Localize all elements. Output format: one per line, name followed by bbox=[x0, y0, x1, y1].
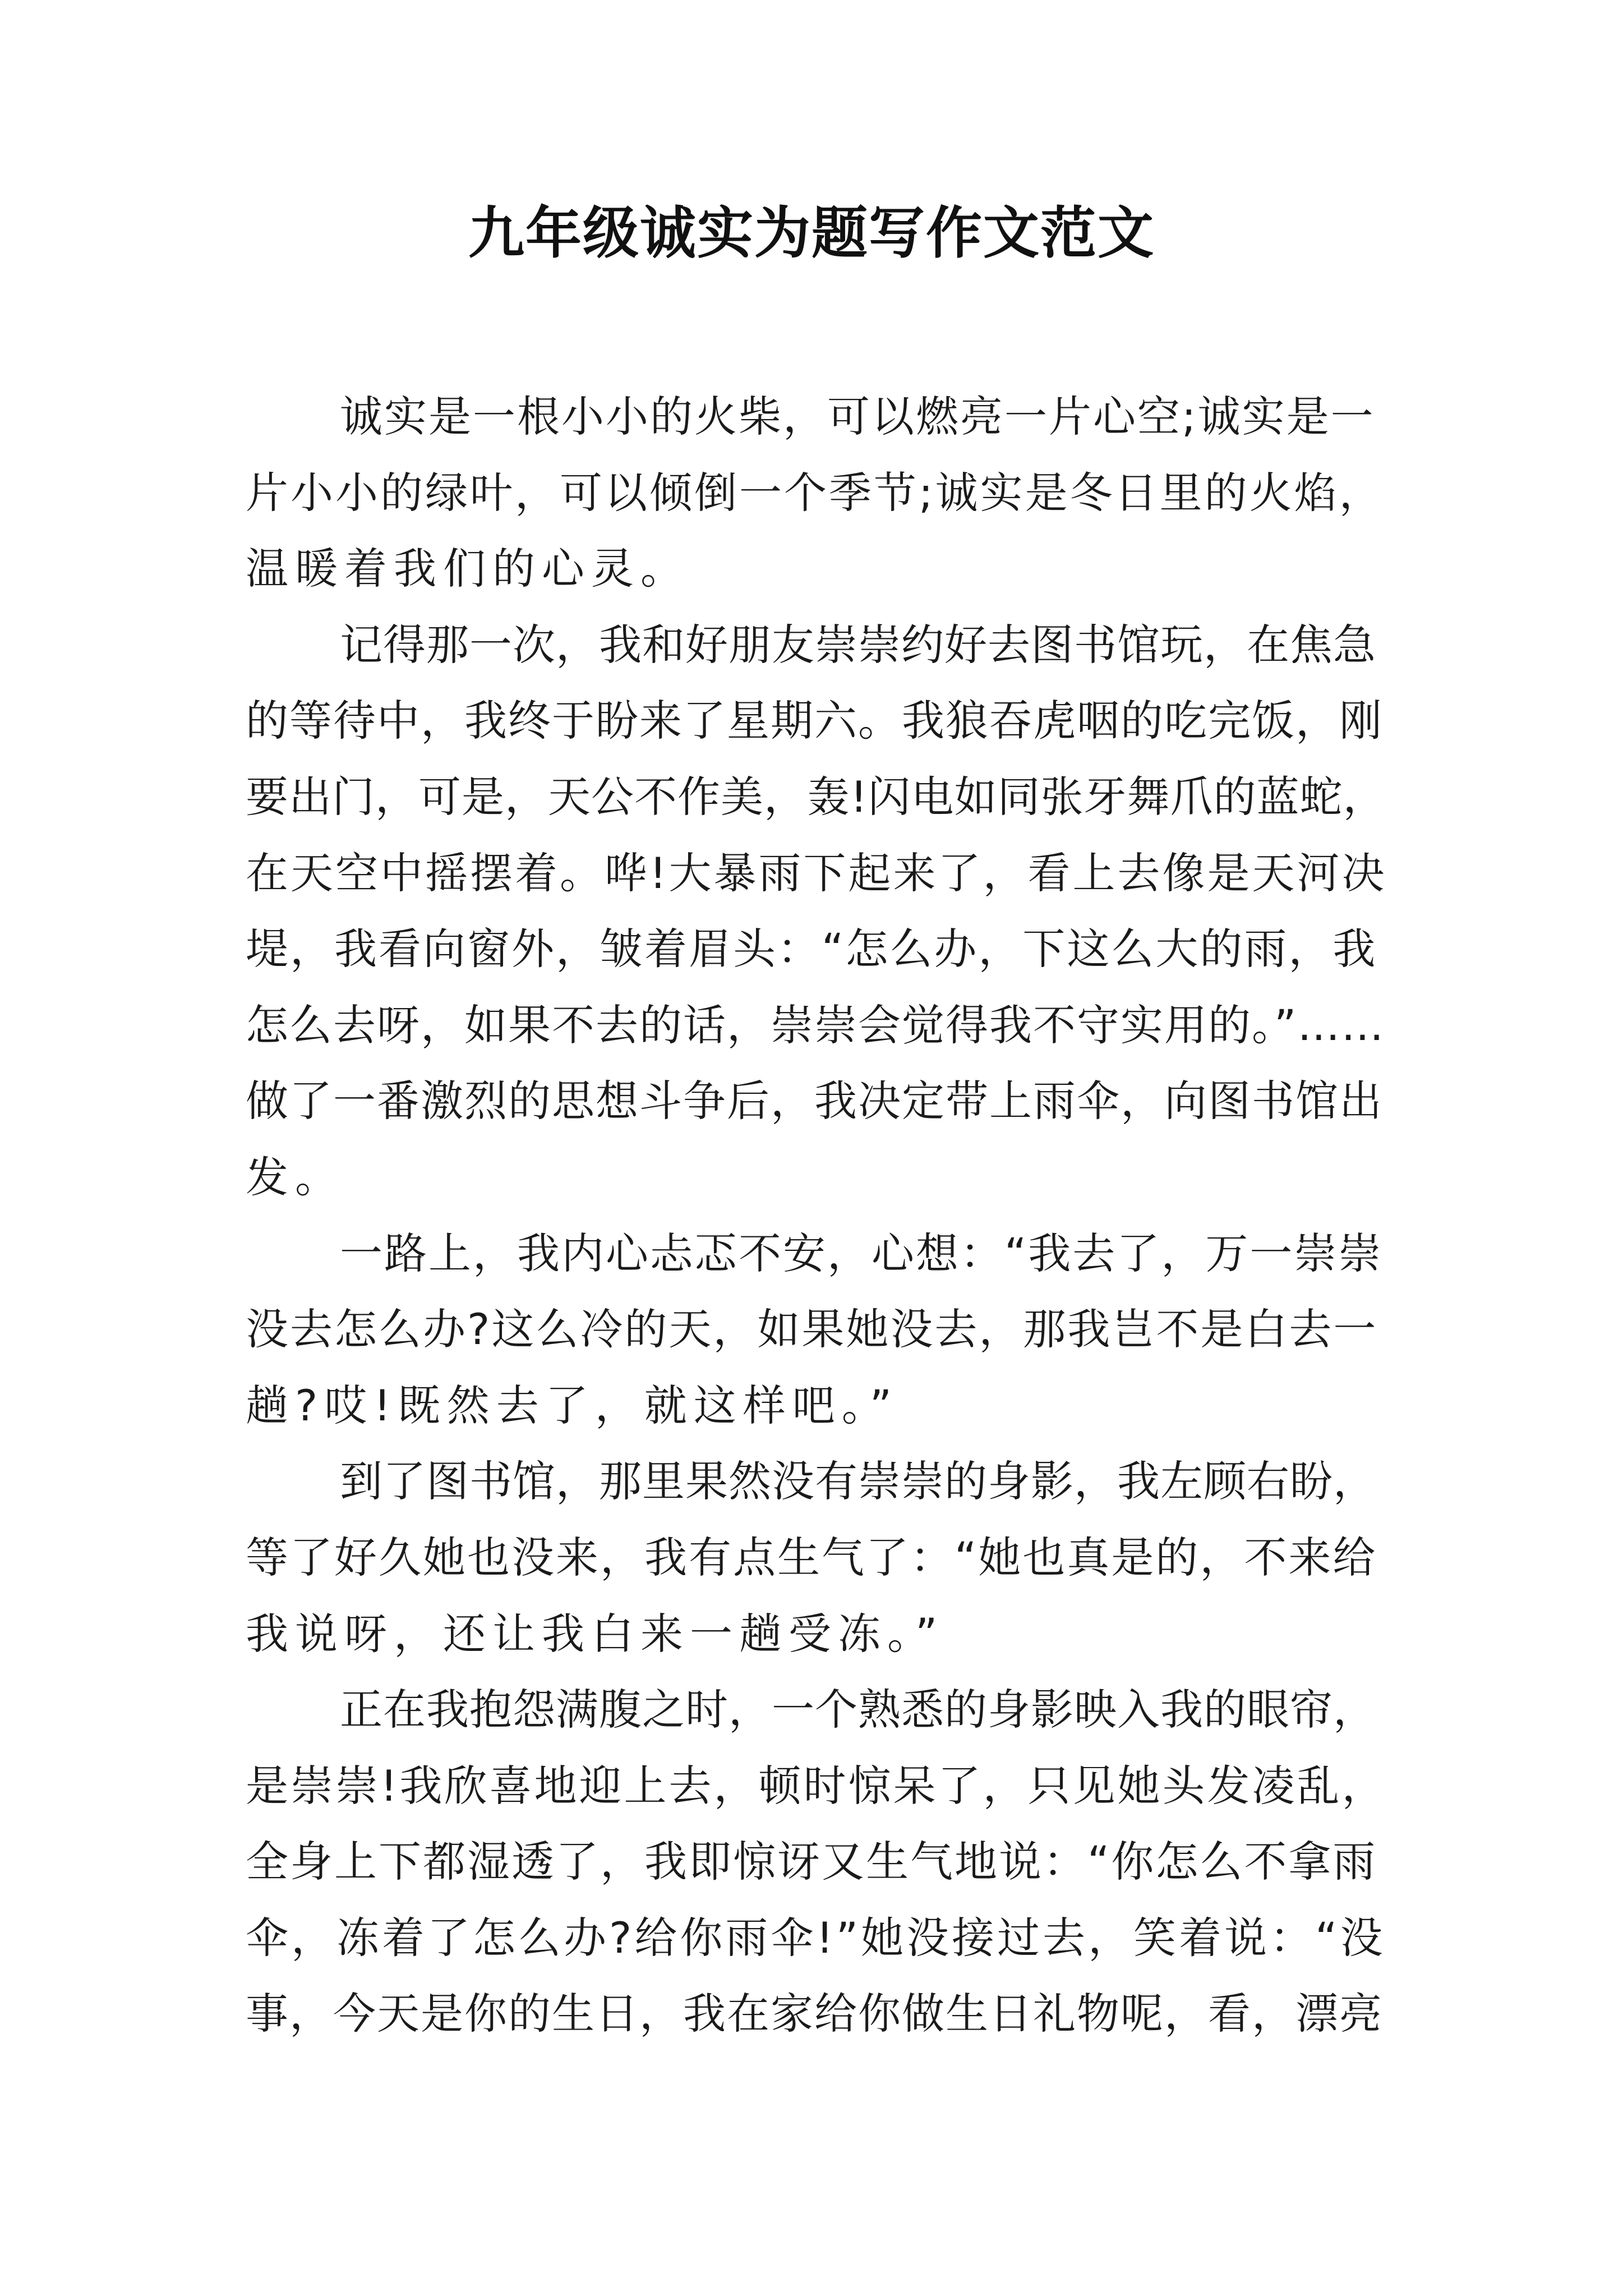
essay-line: 温暖着我们的心灵。 bbox=[246, 544, 690, 594]
essay-line: 没去怎么办?这么冷的天，如果她没去，那我岂不是白去一 bbox=[246, 1304, 1378, 1355]
essay-line: 一路上，我内心忐忑不安，心想：“我去了，万一崇崇 bbox=[340, 1228, 1383, 1278]
essay-line: 诚实是一根小小的火柴，可以燃亮一片心空;诚实是一 bbox=[340, 392, 1375, 441]
document-title: 九年级诚实为题写作文范文 bbox=[468, 200, 1155, 266]
essay-line: 发。 bbox=[246, 1152, 344, 1202]
essay-line: 记得那一次，我和好朋友崇崇约好去图书馆玩，在焦急 bbox=[340, 619, 1376, 670]
essay-line: 是崇崇!我欣喜地迎上去，顿时惊呆了，只见她头发凌乱， bbox=[246, 1760, 1387, 1811]
essay-line: 全身上下都湿透了，我即惊讶又生气地说：“你怎么不拿雨 bbox=[246, 1837, 1377, 1887]
essay-line: 伞，冻着了怎么办?给你雨伞!”她没接过去，笑着说：“没 bbox=[246, 1912, 1386, 1963]
essay-line: 的等待中，我终于盼来了星期六。我狼吞虎咽的吃完饭，刚 bbox=[246, 696, 1383, 746]
essay-line: 做了一番激烈的思想斗争后，我决定带上雨伞，向图书馆出 bbox=[246, 1076, 1383, 1126]
essay-line: 趟?哎!既然去了，就这样吧。” bbox=[246, 1380, 899, 1430]
essay-line: 事，今天是你的生日，我在家给你做生日礼物呢，看，漂亮 bbox=[246, 1989, 1383, 2039]
essay-line: 在天空中摇摆着。哗!大暴雨下起来了，看上去像是天河决 bbox=[246, 848, 1387, 898]
essay-line: 正在我抱怨满腹之时，一个熟悉的身影映入我的眼帘， bbox=[340, 1685, 1376, 1735]
essay-line: 到了图书馆，那里果然没有崇崇的身影，我左顾右盼， bbox=[340, 1456, 1376, 1507]
essay-line: 怎么去呀，如果不去的话，崇崇会觉得我不守实用的。”…… bbox=[246, 1000, 1385, 1050]
essay-line: 片小小的绿叶，可以倾倒一个季节;诚实是冬日里的火焰， bbox=[246, 467, 1384, 518]
essay-body bbox=[246, 379, 1387, 2052]
essay-line: 等了好久她也没来，我有点生气了：“她也真是的，不来给 bbox=[246, 1532, 1377, 1582]
essay-line: 我说呀，还让我白来一趟受冻。” bbox=[246, 1608, 944, 1659]
essay-line: 要出门，可是，天公不作美，轰!闪电如同张牙舞爪的蓝蛇， bbox=[246, 771, 1386, 822]
essay-line: 堤，我看向窗外，皱着眉头：“怎么办，下这么大的雨，我 bbox=[246, 924, 1377, 974]
